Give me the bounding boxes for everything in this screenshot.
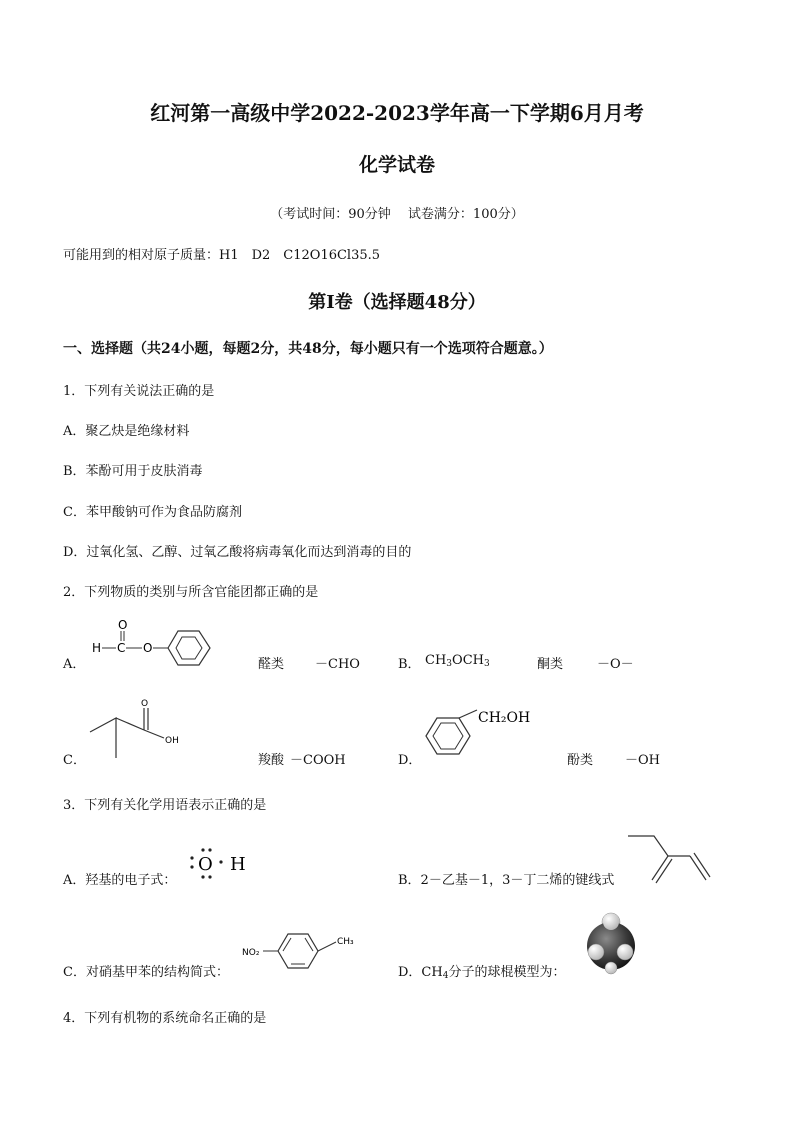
q1-option-b: B．苯酚可用于皮肤消毒 — [63, 464, 203, 479]
atom-oh: OH — [165, 736, 179, 746]
atom-c: C — [117, 641, 126, 655]
q2-a-group: －CHO — [315, 657, 360, 672]
atom-no2: NO₂ — [242, 948, 260, 958]
q3-option-b: B．2－乙基－1，3－丁二烯的键线式 — [398, 873, 615, 888]
q2-b-label: B． — [398, 657, 421, 672]
atom-o-ester: O — [143, 641, 153, 655]
methane-ball-model-image — [582, 908, 640, 974]
q2-b-formula: $CH_3OCH_3$ — [425, 653, 490, 669]
atom-o-carbonyl: O — [118, 618, 128, 632]
q1-option-a: A．聚乙炔是绝缘材料 — [63, 424, 190, 439]
q3-option-a: A．羟基的电子式： — [63, 873, 177, 888]
q2-d-group: －OH — [625, 753, 660, 768]
section-title: 一、选择题（共24小题，每题2分，共48分，每小题只有一个选项符合题意。） — [63, 341, 553, 357]
atomic-masses: 可能用到的相对原子质量：H1 D2 C12O16Cl35.5 — [63, 248, 381, 263]
q3-option-c: C．对硝基甲苯的结构简式： — [63, 965, 229, 980]
p-nitrotoluene-structure — [242, 928, 360, 974]
q2-c-group: －COOH — [290, 753, 346, 768]
atom-h: H — [230, 854, 246, 875]
q2-stem: 2．下列物质的类别与所含官能团都正确的是 — [63, 585, 319, 600]
ethyl-butadiene-skeletal-structure — [626, 828, 714, 886]
q2-b-class: 酮类 — [537, 657, 564, 672]
q2-d-label: D． — [398, 753, 422, 768]
q2-a-label: A． — [63, 657, 86, 672]
atom-o: O — [198, 854, 213, 875]
atom-h: H — [92, 641, 102, 655]
q3-stem: 3．下列有关化学用语表示正确的是 — [63, 798, 267, 813]
exam-title: 红河第一高级中学2022-2023学年高一下学期6月月考 — [150, 101, 644, 125]
q3-option-d: D．$CH_4$分子的球棍模型为： — [398, 965, 566, 981]
volume-title: 第Ⅰ卷（选择题48分） — [308, 292, 486, 313]
atom-ch2oh: CH₂OH — [478, 710, 531, 726]
q2-c-label: C． — [63, 753, 86, 768]
q2-a-class: 醛类 — [258, 657, 285, 672]
q2-c-class: 羧酸 — [258, 753, 285, 768]
exam-info: （考试时间：90分钟 试卷满分：100分） — [270, 207, 524, 222]
phenyl-formate-structure — [88, 617, 230, 667]
hydroxyl-electron-formula — [186, 846, 256, 880]
atom-o: O — [141, 699, 149, 709]
q1-stem: 1．下列有关说法正确的是 — [63, 384, 215, 399]
benzyl-alcohol-structure — [422, 708, 547, 764]
exam-subtitle: 化学试卷 — [358, 154, 435, 176]
atom-ch3: CH₃ — [337, 937, 354, 947]
q4-stem: 4．下列有机物的系统命名正确的是 — [63, 1011, 267, 1026]
isobutyric-acid-structure — [88, 700, 188, 760]
q1-option-c: C．苯甲酸钠可作为食品防腐剂 — [63, 505, 242, 520]
q1-option-d: D．过氧化氢、乙醇、过氧乙酸将病毒氧化而达到消毒的目的 — [63, 545, 412, 560]
q2-d-class: 酚类 — [567, 753, 594, 768]
q2-b-group: －O－ — [597, 657, 634, 672]
